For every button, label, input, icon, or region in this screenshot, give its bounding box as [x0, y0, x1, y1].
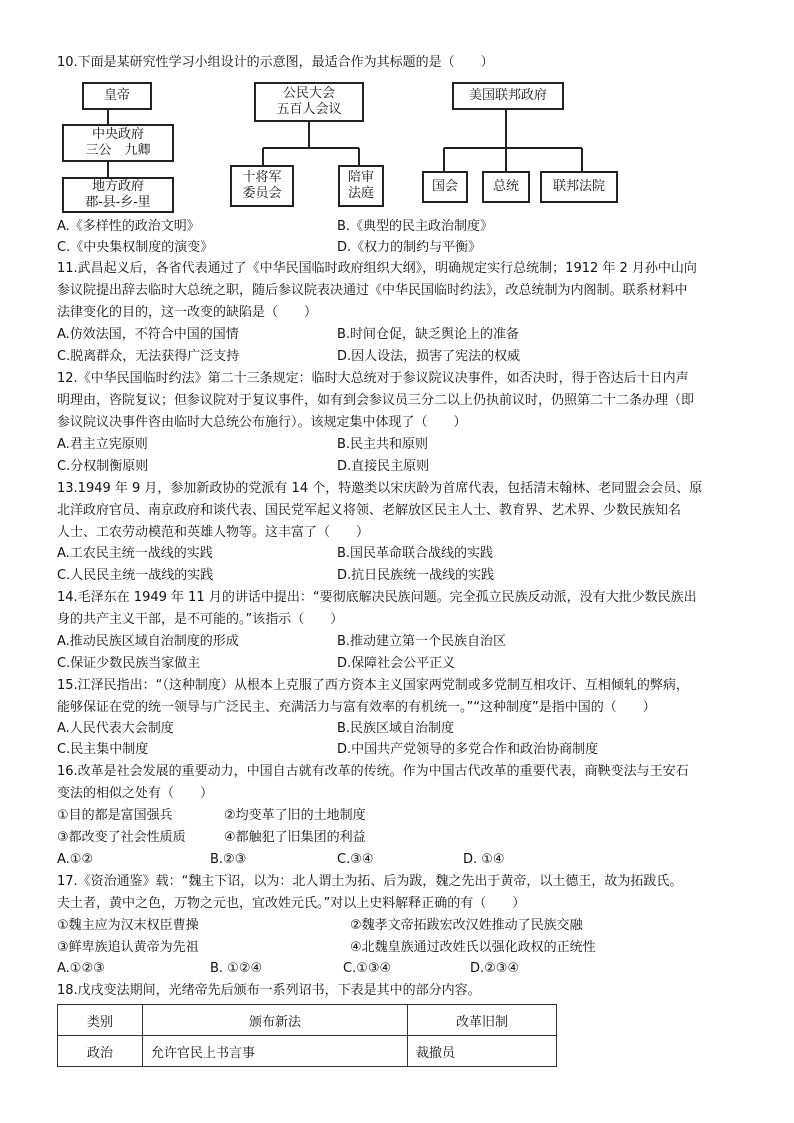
q17-stem-line-1: 17.《资治通鉴》载：“魏主下诏，以为：北人谓土为拓、后为跋，魏之先出于黄帝，以土德王，故为拓跋氏。 — [57, 874, 683, 889]
citizens-assembly-box: 公民大会 五百人会议 — [254, 82, 364, 122]
q16-statement-2: ②均变革了旧的土地制度 — [224, 808, 366, 823]
q14-option-a[interactable]: A.推动民族区域自治制度的形成 — [57, 634, 239, 649]
q17-option-c[interactable]: C.①③④ — [343, 961, 392, 976]
q17-stem-line-2: 夫土者，黄中之色，万物之元也，宜改姓元氏。”对以上史料解释正确的有（ ） — [57, 896, 526, 911]
q11-stem-line-3: 法律变化的目的，这一改变的缺陷是（ ） — [57, 305, 318, 320]
ten-generals-box: 十将军 委员会 — [230, 165, 294, 207]
table-cell: 政治 — [58, 1036, 143, 1067]
q10-option-c[interactable]: C.《中央集权制度的演变》 — [57, 240, 214, 255]
president-box: 总统 — [482, 171, 530, 203]
congress-box: 国会 — [422, 171, 468, 203]
q15-option-b[interactable]: B.民族区域自治制度 — [337, 721, 455, 736]
q16-option-a[interactable]: A.①② — [57, 852, 94, 867]
q12-stem-line-3: 参议院议决事件咨由临时大总统公布施行）。该规定集中体现了（ ） — [57, 415, 467, 430]
q16-stem-line-2: 变法的相似之处有（ ） — [57, 786, 214, 801]
q12-option-b[interactable]: B.民主共和原则 — [337, 437, 429, 452]
q16-option-d[interactable]: D. ①④ — [463, 852, 505, 867]
q16-statement-3: ③都改变了社会性质质 — [57, 830, 186, 845]
q16-statement-4: ④都触犯了旧集团的利益 — [224, 830, 366, 845]
central-government-box: 中央政府 三公 九卿 — [62, 124, 174, 162]
q13-stem-line-2: 北洋政府官员、南京政府和谈代表、国民党军起义将领、老解放区民主人士、教育界、艺术界、少数民族知名 — [57, 503, 682, 518]
q11-option-d[interactable]: D.因人设法，损害了宪法的权威 — [337, 349, 521, 364]
q15-stem-line-1: 15.江泽民指出：“（这种制度）从根本上克服了西方资本主义国家两党制或多党制互相攻讦、互相倾轧的弊病， — [57, 678, 689, 693]
q12-stem-line-2: 明理由，咨院复议；但参议院对于复议事件，如有到会参议员三分二以上仍执前议时，仍照第二十二条办理（即 — [57, 393, 695, 408]
table-row — [58, 1036, 557, 1067]
table-header-row — [58, 1005, 557, 1036]
q14-option-c[interactable]: C.保证少数民族当家做主 — [57, 656, 201, 671]
q14-stem-line-1: 14.毛泽东在 1949 年 11 月的讲话中提出：“要彻底解决民族问题。完全孤立民族反动派，没有大批少数民族出 — [57, 590, 697, 605]
q10-option-b[interactable]: B.《典型的民主政治制度》 — [337, 219, 494, 234]
q15-option-d[interactable]: D.中国共产党领导的多党合作和政治协商制度 — [337, 742, 599, 757]
q12-option-c[interactable]: C.分权制衡原则 — [57, 459, 149, 474]
q15-stem-line-2: 能够保证在党的统一领导与广泛民主、充满活力与富有效率的有机统一。”“这种制度”是指中国的（ ） — [57, 700, 656, 715]
q14-option-d[interactable]: D.保障社会公平正义 — [337, 656, 456, 671]
q12-stem-line-1: 12.《中华民国临时约法》第二十三条规定：临时大总统对于参议院议决事件，如否决时，得于咨达后十日内声 — [57, 371, 689, 386]
q10-option-a[interactable]: A.《多样性的政治文明》 — [57, 219, 200, 234]
q11-option-a[interactable]: A.仿效法国，不符合中国的国情 — [57, 327, 239, 342]
q11-stem-line-2: 参议院提出辞去临时大总统之职，随后参议院表决通过《中华民国临时约法》，改总统制为内阁制。联系材料中 — [57, 283, 688, 298]
q13-option-a[interactable]: A.工农民主统一战线的实践 — [57, 546, 213, 561]
q16-option-b[interactable]: B.②③ — [210, 852, 247, 867]
q16-stem-line-1: 16.改革是社会发展的重要动力，中国自古就有改革的传统。作为中国古代改革的重要代表，商鞅变法与王安石 — [57, 764, 689, 779]
q10-option-d[interactable]: D.《权力的制约与平衡》 — [337, 240, 482, 255]
q12-option-a[interactable]: A.君主立宪原则 — [57, 437, 148, 452]
table-header-cell: 颁布新法 — [143, 1005, 408, 1036]
table-cell: 裁撤员 — [408, 1036, 557, 1067]
federal-court-box: 联邦法院 — [540, 171, 618, 203]
q15-option-a[interactable]: A.人民代表大会制度 — [57, 721, 174, 736]
q16-statement-1: ①目的都是富国强兵 — [57, 808, 173, 823]
jury-court-box: 陪审 法庭 — [338, 165, 384, 207]
q10-stem: 10.下面是某研究性学习小组设计的示意图，最适合作为其标题的是（ ） — [57, 55, 494, 70]
q13-option-d[interactable]: D.抗日民族统一战线的实践 — [337, 568, 495, 583]
us-federal-government-box: 美国联邦政府 — [452, 82, 564, 110]
local-government-box: 地方政府 郡-县-乡-里 — [62, 177, 174, 213]
q11-option-b[interactable]: B.时间仓促，缺乏舆论上的准备 — [337, 327, 520, 342]
q17-option-a[interactable]: A.①②③ — [57, 961, 105, 976]
q17-statement-3: ③鲜卑族追认黄帝为先祖 — [57, 940, 199, 955]
q16-option-c[interactable]: C.③④ — [337, 852, 374, 867]
q13-option-b[interactable]: B.国民革命联合战线的实践 — [337, 546, 494, 561]
q11-option-c[interactable]: C.脱离群众，无法获得广泛支持 — [57, 349, 240, 364]
q17-option-d[interactable]: D.②③④ — [470, 961, 520, 976]
q11-stem-line-1: 11.武昌起义后，各省代表通过了《中华民国临时政府组织大纲》，明确规定实行总统制；1912 年 2 月孙中山向 — [57, 261, 697, 276]
q14-stem-line-2: 身的共产主义干部，是不可能的。”该指示（ ） — [57, 612, 344, 627]
q14-option-b[interactable]: B.推动建立第一个民族自治区 — [337, 634, 507, 649]
table-header-cell: 类别 — [58, 1005, 143, 1036]
q15-option-c[interactable]: C.民主集中制度 — [57, 742, 149, 757]
q18-table — [57, 1004, 557, 1067]
table-header-cell: 改革旧制 — [408, 1005, 557, 1036]
q18-stem: 18.戊戌变法期间，光绪帝先后颁布一系列诏书，下表是其中的部分内容。 — [57, 983, 481, 998]
q13-stem-line-3: 人士、工农劳动模范和英雄人物等。这丰富了（ ） — [57, 525, 370, 540]
q17-option-b[interactable]: B. ①②④ — [210, 961, 263, 976]
emperor-box: 皇帝 — [82, 82, 152, 110]
q12-option-d[interactable]: D.直接民主原则 — [337, 459, 430, 474]
q17-statement-2: ②魏孝文帝拓跋宏改汉姓推动了民族交融 — [350, 918, 583, 933]
q17-statement-1: ①魏主应为汉末权臣曹操 — [57, 918, 199, 933]
q17-statement-4: ④北魏皇族通过改姓氏以强化政权的正统性 — [350, 940, 596, 955]
table-cell: 允许官民上书言事 — [143, 1036, 408, 1067]
q13-option-c[interactable]: C.人民民主统一战线的实践 — [57, 568, 214, 583]
q13-stem-line-1: 13.1949 年 9 月，参加新政协的党派有 14 个，特邀类以宋庆龄为首席代表，包括清末翰林、老同盟会会员、原 — [57, 481, 703, 496]
